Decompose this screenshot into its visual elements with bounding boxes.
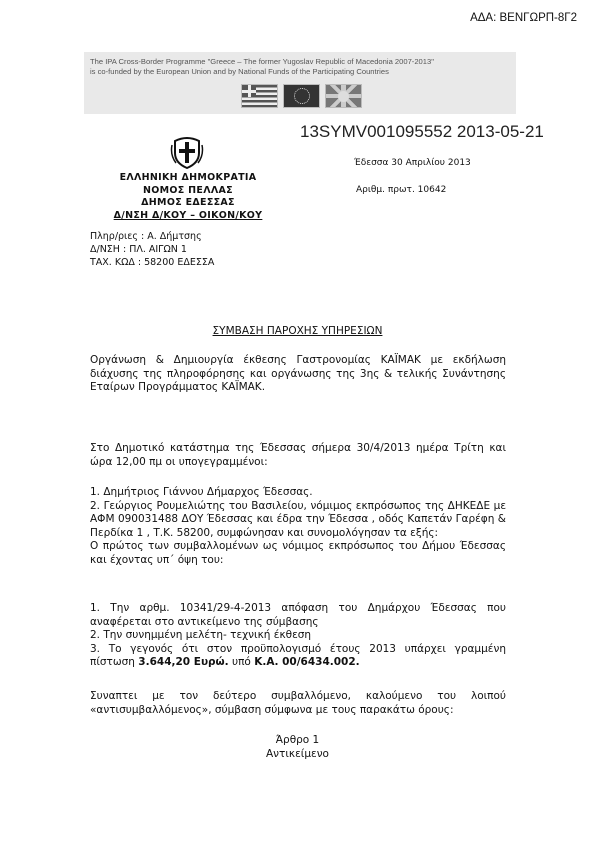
authority-municipality: ΔΗΜΟΣ ΕΔΕΣΣΑΣ — [141, 197, 235, 208]
contact-address: Δ/ΝΣΗ : ΠΛ. ΑΙΓΩΝ 1 — [90, 244, 187, 255]
issuing-authority — [98, 172, 278, 222]
budget-code: Κ.Α. 00/6434.002. — [254, 656, 360, 668]
contact-postal: ΤΑΧ. ΚΩΔ : 58200 ΕΔΕΣΣΑ — [90, 257, 215, 268]
banner-line-1: The IPA Cross-Border Programme "Greece – The former Yugoslav Republic of Macedonia 2007-2013" — [90, 57, 434, 66]
contact-info: Πληρ/ριες : Α. Δήμτσης — [90, 231, 202, 242]
party-1-statement: Ο πρώτος των συμβαλλομένων ως νόμιμος εκπρόσωπος του Δήμου Έδεσσας και έχοντας υπ΄ όψη του: — [90, 540, 506, 566]
document-date: Έδεσσα 30 Απριλίου 2013 — [354, 158, 471, 168]
consideration-2: 2. Την συνημμένη μελέτη- τεχνική έκθεση — [90, 629, 312, 641]
authority-department: Δ/ΝΣΗ Δ/ΚΟΥ – ΟΙΚΟΝ/ΚΟΥ — [113, 209, 263, 221]
greek-coat-of-arms-icon — [170, 135, 204, 169]
considerations-section — [90, 602, 506, 670]
greek-flag-icon — [241, 84, 278, 108]
parties-section — [90, 486, 506, 567]
authority-country: ΕΛΛΗΝΙΚΗ ΔΗΜΟΚΡΑΤΙΑ — [119, 172, 257, 183]
authority-prefecture: ΝΟΜΟΣ ΠΕΛΛΑΣ — [143, 184, 233, 196]
protocol-code: 13SYMV001095552 2013-05-21 — [300, 122, 544, 141]
consideration-1: 1. Την αρθμ. 10341/29-4-2013 απόφαση του Δημάρχου Έδεσσας που αναφέρεται στο αντικείμενο της σύμβασης — [90, 602, 506, 628]
article-number: Άρθρο 1 — [275, 734, 320, 746]
contract-title: ΣΥΜΒΑΣΗ ΠΑΡΟΧΗΣ ΥΠΗΡΕΣΙΩΝ — [212, 325, 383, 337]
closing-paragraph — [90, 690, 506, 717]
article-heading — [0, 733, 595, 761]
program-banner — [84, 52, 516, 114]
protocol-number: Αριθμ. πρωτ. 10642 — [356, 185, 447, 195]
banner-text — [90, 57, 510, 77]
intro-paragraph — [90, 442, 506, 469]
consideration-3-mid: υπό — [232, 656, 251, 668]
article-title: Αντικείμενο — [266, 748, 329, 760]
party-1: 1. Δημήτριος Γιάννου Δήμαρχος Έδεσσας. — [90, 486, 313, 498]
contact-block — [90, 230, 214, 269]
contract-subject — [90, 354, 506, 395]
subject-text: Οργάνωση & Δημιουργία έκθεσης Γαστρονομίας ΚΑΪΜΑΚ με εκδήλωση διάχυσης της πληροφόρησης και οργάνωσης της 3ης & τελικής Συνάντησης Εταίρων Προγράμματος ΚΑΪΜΑΚ. — [90, 354, 506, 393]
closing-text: Συναπτει με τον δεύτερο συμβαλλόμενο, καλούμενο του λοιπού «αντισυμβαλλόμενος», σύμβαση σύμφωνα με τους παρακάτω όρους: — [90, 690, 506, 716]
consideration-3-text: 3. Το γεγονός ότι στον προϋπολογισμό έτους 2013 υπάρχει γραμμένη πίστωση — [90, 642, 506, 668]
ada-code: ΑΔΑ: ΒΕΝΓΩΡΠ-8Γ2 — [470, 12, 577, 24]
banner-line-2: is co-funded by the European Union and by National Funds of the Participating Countries — [90, 67, 389, 76]
fyrom-flag-icon — [325, 84, 362, 108]
consideration-3 — [90, 643, 506, 670]
credit-amount: 3.644,20 Ευρώ. — [138, 656, 229, 668]
intro-text: Στο Δημοτικό κατάστημα της Έδεσσας σήμερα 30/4/2013 ημέρα Τρίτη και ώρα 12,00 πμ οι υπογεγραμμένοι: — [90, 442, 506, 468]
eu-flag-icon — [283, 84, 320, 108]
party-2: 2. Γεώργιος Ρουμελιώτης του Βασιλείου, νόμιμος εκπρόσωπος της ΔΗΚΕΔΕ με ΑΦΜ 090031488 ΔΟΥ Έδεσσας και έδρα την Έδεσσα , οδός Καπετάν Γαρέφη & Περδίκα 1 , Τ.Κ. 58200, συμφώνησαν και συνομολόγησαν τα εξής: — [90, 499, 506, 539]
